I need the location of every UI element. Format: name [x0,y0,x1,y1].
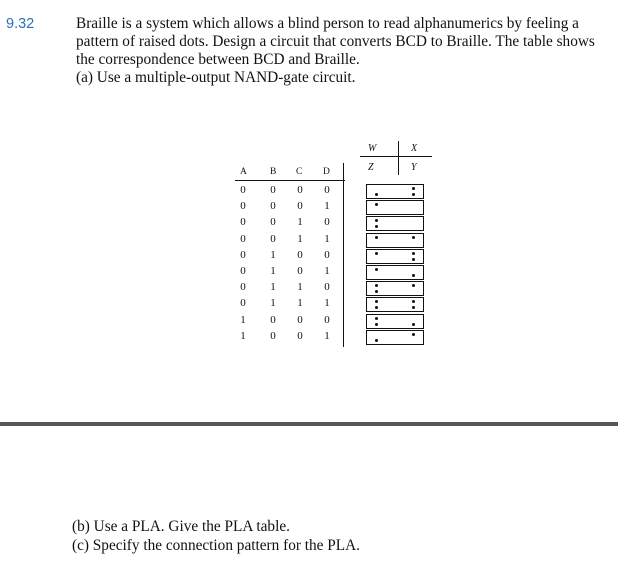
cell-c: 1 [297,297,303,310]
header-rule [235,180,345,181]
braille-dot-x [412,187,415,190]
braille-dot-z [375,323,378,326]
cell-b: 0 [270,329,276,342]
cell-a: 1 [240,313,246,326]
braille-dot-x [412,252,415,255]
cell-d: 0 [324,281,330,294]
cell-d: 1 [324,200,330,213]
braille-dot-w [375,219,378,222]
cell-a: 0 [240,200,246,213]
cell-c: 0 [297,248,303,261]
braille-dot-z [375,193,378,196]
cell-a: 0 [240,281,246,294]
cell-c: 1 [297,232,303,245]
header-c: C [296,167,303,177]
cell-d: 0 [324,248,330,261]
cell-b: 1 [270,281,276,294]
braille-dot-w [375,284,378,287]
part-c: (c) Specify the connection pattern for the PLA. [72,537,360,554]
braille-cell [366,184,424,199]
remaining-parts [72,517,360,555]
cell-c: 0 [297,313,303,326]
cell-d: 0 [324,313,330,326]
part-b: (b) Use a PLA. Give the PLA table. [72,518,290,535]
cell-a: 0 [240,184,246,196]
cell-c: 0 [297,200,303,213]
table-divider [343,163,344,347]
braille-cell [366,265,424,280]
problem-statement [76,15,606,69]
braille-cell [366,216,424,231]
braille-dot-x [412,236,415,239]
section-divider [0,422,618,426]
braille-dot-z [375,225,378,228]
problem-line-2: pattern of raised dots. Design a circuit that converts BCD to Braille. The table shows [76,33,595,50]
braille-dot-x [412,300,415,303]
legend-y: Y [411,162,417,173]
braille-cell [366,281,424,296]
cell-b: 0 [270,184,276,196]
braille-dot-w [375,300,378,303]
braille-cell [366,233,424,248]
braille-cell [366,200,424,215]
cell-a: 0 [240,265,246,277]
cell-a: 0 [240,232,246,245]
cell-b: 0 [270,313,276,326]
braille-dot-y [412,306,415,309]
braille-cell [366,297,424,312]
cell-b: 1 [270,248,276,261]
cell-c: 1 [297,216,303,229]
braille-cell [366,330,424,345]
legend-z: Z [368,162,374,173]
cell-d: 1 [324,232,330,245]
legend-w: W [368,143,377,154]
braille-cell [366,314,424,329]
problem-line-3: the correspondence between BCD and Braille. [76,51,360,68]
cell-d: 1 [324,265,330,277]
cell-b: 0 [270,232,276,245]
cell-a: 0 [240,248,246,261]
cell-c: 0 [297,265,303,277]
legend-x: X [411,143,418,154]
braille-dot-w [375,203,378,206]
braille-dot-y [412,258,415,261]
cell-a: 1 [240,329,246,342]
cell-d: 1 [324,329,330,342]
header-d: D [323,167,330,177]
cell-d: 0 [324,216,330,229]
cell-a: 0 [240,297,246,310]
cell-a: 0 [240,216,246,229]
braille-dot-z [375,339,378,342]
braille-dot-z [375,290,378,293]
header-b: B [270,167,277,177]
braille-dot-w [375,268,378,271]
cell-b: 1 [270,297,276,310]
cell-c: 0 [297,184,303,196]
braille-dot-x [412,284,415,287]
legend-horizontal-rule [360,156,432,157]
braille-cell [366,249,424,264]
header-a: A [240,167,247,177]
cell-b: 1 [270,265,276,277]
braille-dot-y [412,274,415,277]
cell-d: 0 [324,184,330,196]
braille-dot-x [412,333,415,336]
part-a: (a) Use a multiple-output NAND-gate circuit. [76,69,356,86]
cell-b: 0 [270,200,276,213]
braille-dot-z [375,306,378,309]
cell-c: 1 [297,281,303,294]
braille-dot-w [375,236,378,239]
cell-c: 0 [297,329,303,342]
problem-number: 9.32 [6,16,35,32]
braille-dot-y [412,193,415,196]
braille-dot-w [375,317,378,320]
braille-dot-y [412,323,415,326]
problem-line-1: Braille is a system which allows a blind person to read alphanumerics by feeling a [76,15,579,32]
braille-dot-w [375,252,378,255]
cell-b: 0 [270,216,276,229]
cell-d: 1 [324,297,330,310]
legend-vertical-rule [398,141,399,175]
